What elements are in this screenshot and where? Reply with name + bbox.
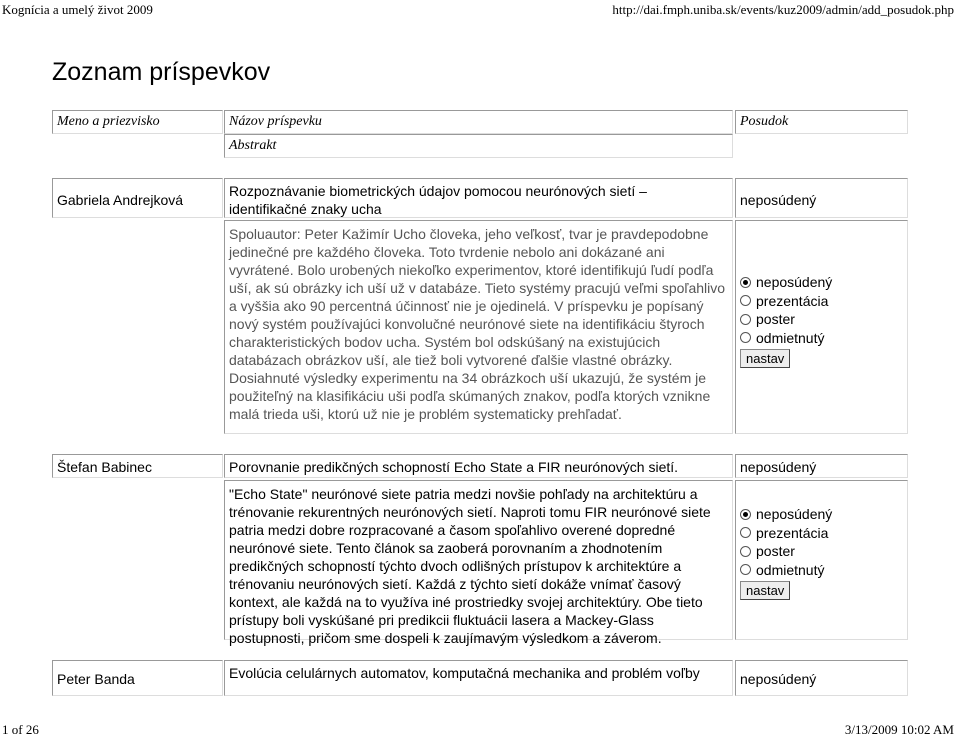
paper-1-option-odmietnuty[interactable]: [740, 329, 903, 348]
option-label: poster: [756, 543, 795, 560]
paper-1-submit-button[interactable]: nastav: [740, 349, 790, 368]
radio-icon[interactable]: [740, 564, 751, 575]
paper-1-option-neposudeny[interactable]: [740, 273, 903, 292]
paper-3-status: neposúdený: [735, 660, 908, 696]
paper-1-abstract: Spoluautor: Peter Kažimír Ucho človeka, jeho veľkosť, tvar je pravdepodobne jedinečné pre každého človeka. Toto tvrdenie nebolo ani dokázané ani vyvrátené. Bolo urobených niekoľko experimentov, ktoré identifikujú ľudí podľa uší, ak sú obrázky ich uší už v databáze. Tieto systémy pracujú veľmi spoľahlivo a vyššia ako 90 percentná účinnosť nie je ojedinelá. V príspevku je popísaný nový systém používajúci konvolučné neurónové siete na identifikáciu štyroch charakteristických bodov ucha. Systém bol odskúšaný na existujúcich databázach obrázkov uší, ale tiež boli vytvorené ďalšie vlastné obrázky. Dosiahnuté výsledky experimentu na 34 obrázkoch uší ukazujú, že systém je použiteľný na klasifikáciu uši podľa skúmaných znakov, podľa ktorých vznikne malá trieda uši, ktorú už nie je problém systematicky prehľadať.: [224, 220, 733, 434]
option-label: prezentácia: [756, 524, 829, 541]
paper-2-author: Štefan Babinec: [52, 454, 223, 478]
paper-2-option-odmietnuty[interactable]: [740, 561, 903, 580]
header-author-label: Meno a priezvisko: [57, 114, 160, 129]
header-title: [224, 110, 733, 134]
paper-1-review-form: [735, 220, 908, 434]
radio-icon[interactable]: [740, 546, 751, 557]
paper-2-title: Porovnanie predikčných schopností Echo State a FIR neurónových sietí.: [224, 454, 733, 478]
option-label: odmietnutý: [756, 561, 825, 578]
paper-1-option-prezentacia[interactable]: [740, 292, 903, 311]
header-author: [52, 110, 223, 134]
paper-2-status: neposúdený: [735, 454, 908, 478]
print-header-left: Kognícia a umelý život 2009: [2, 2, 153, 17]
header-review-label: Posudok: [740, 114, 789, 129]
paper-1-status: neposúdený: [735, 178, 908, 218]
print-footer-page: 1 of 26: [2, 722, 39, 737]
paper-2-abstract: "Echo State" neurónové siete patria medzi novšie pohľady na architektúru a trénovanie rekurentných neurónových sietí. Naproti tomu FIR neurónové siete patria medzi dobre rozpracované a časom spoľahlivo overené dopredné neurónové siete. Tento článok sa zaoberá porovnaním a zhodnotením predikčných schopností týchto dvoch odlišných prístupov k architektúre a trénovaniu neurónových sietí. Každá z týchto sietí dokáže vnímať časový kontext, ale každá na to využíva iné prostriedky svojej architektúry. Obe tieto prístupy boli vyskúšané pri predikcii fluktuácii lasera a Mackey-Glass postupnosti, pričom sme dospeli k zaujímavým výsledkom a záverom.: [224, 480, 733, 640]
paper-1-option-poster[interactable]: [740, 310, 903, 329]
radio-icon[interactable]: [740, 527, 751, 538]
print-footer-date: 3/13/2009 10:02 AM: [844, 722, 954, 737]
paper-3-title: Evolúcia celulárnych automatov, komputačná mechanika and problém voľby: [224, 660, 733, 696]
option-label: poster: [756, 311, 795, 328]
radio-icon[interactable]: [740, 332, 751, 343]
paper-1-title: Rozpoznávanie biometrických údajov pomocou neurónových sietí – identifikačné znaky ucha: [224, 178, 733, 218]
paper-2-option-poster[interactable]: [740, 542, 903, 561]
radio-icon[interactable]: [740, 314, 751, 325]
paper-2-review-form: [735, 480, 908, 640]
radio-icon[interactable]: [740, 295, 751, 306]
header-title-label: Názov príspevku: [229, 114, 322, 129]
paper-1-author: Gabriela Andrejková: [52, 178, 223, 218]
page-title: Zoznam príspevkov: [52, 58, 271, 86]
paper-3-author: Peter Banda: [52, 660, 223, 696]
paper-2-option-neposudeny[interactable]: [740, 505, 903, 524]
option-label: neposúdený: [756, 506, 833, 523]
paper-2-option-prezentacia[interactable]: [740, 524, 903, 543]
option-label: neposúdený: [756, 274, 833, 291]
header-abstract: [224, 134, 733, 158]
paper-2-submit-button[interactable]: nastav: [740, 581, 790, 600]
option-label: odmietnutý: [756, 329, 825, 346]
header-review: [735, 110, 908, 134]
radio-selected-icon[interactable]: [740, 509, 751, 520]
radio-selected-icon[interactable]: [740, 277, 751, 288]
option-label: prezentácia: [756, 292, 829, 309]
print-header-url: http://dai.fmph.uniba.sk/events/kuz2009/admin/add_posudok.php: [612, 2, 954, 17]
header-abstract-label: Abstrakt: [229, 138, 277, 153]
